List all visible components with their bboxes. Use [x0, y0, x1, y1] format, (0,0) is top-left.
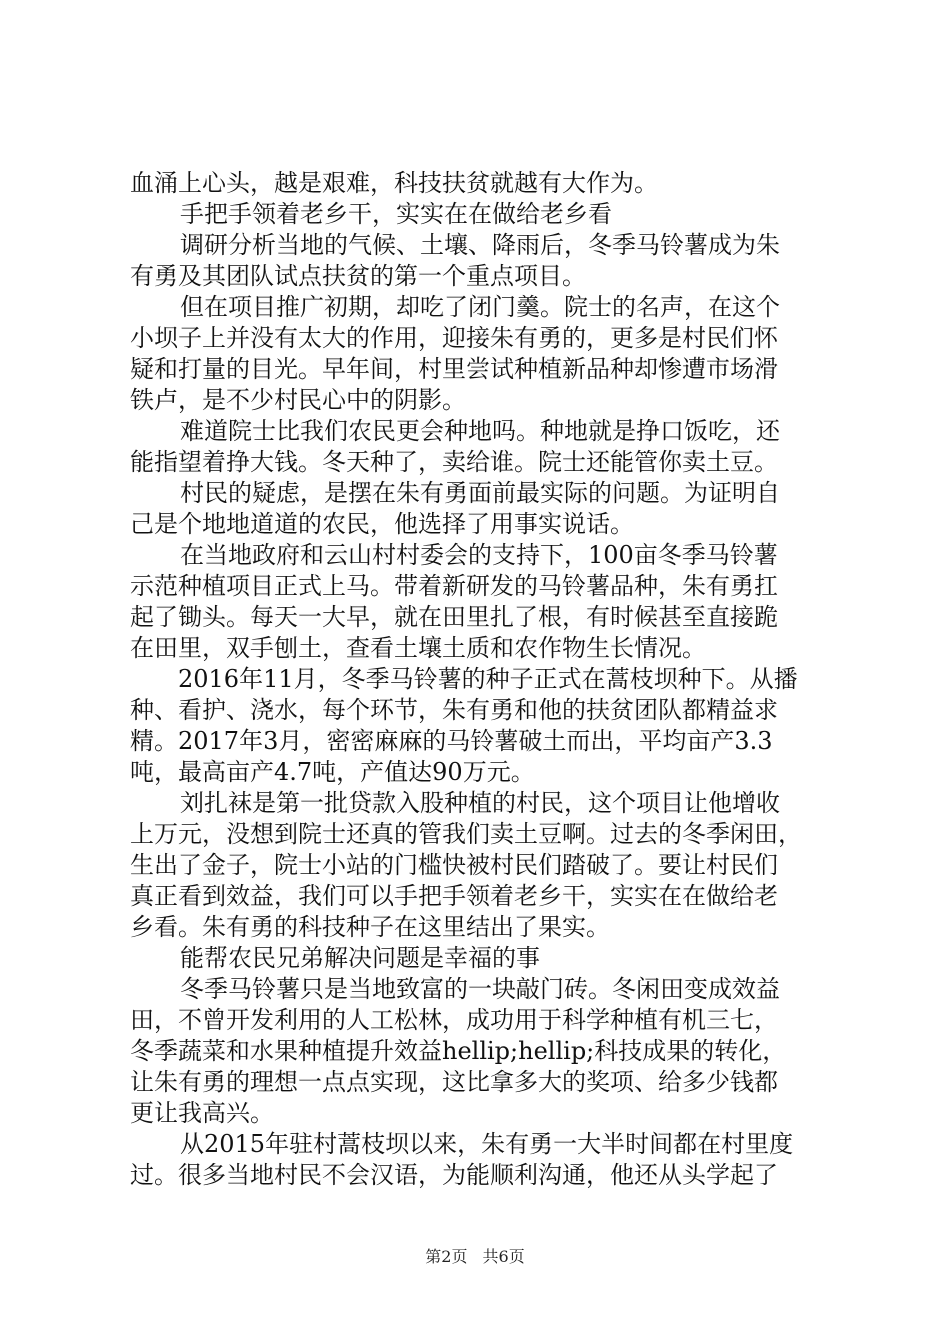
text-line: 示范种植项目正式上马。带着新研发的马铃薯品种，朱有勇扛 [130, 572, 778, 600]
page-footer [0, 1244, 950, 1267]
section-heading: 手把手领着老乡干，实实在在做给老乡看 [180, 200, 612, 228]
text-line: 调研分析当地的气候、土壤、降雨后，冬季马铃薯成为朱 [180, 231, 780, 259]
page-number: 第2页 [425, 1247, 468, 1266]
text-line: 更让我高兴。 [130, 1099, 274, 1127]
text-line: 血涌上心头，越是艰难，科技扶贫就越有大作为。 [130, 169, 658, 197]
text-line: 小坝子上并没有太大的作用，迎接朱有勇的，更多是村民们怀 [130, 324, 778, 352]
text-line: 疑和打量的目光。早年间，村里尝试种植新品种却惨遭市场滑 [130, 355, 778, 383]
text-line: 让朱有勇的理想一点点实现，这比拿多大的奖项、给多少钱都 [130, 1068, 778, 1096]
text-line: 在田里，双手刨土，查看土壤土质和农作物生长情况。 [130, 634, 706, 662]
text-line: 刘扎袜是第一批贷款入股种植的村民，这个项目让他增收 [180, 789, 780, 817]
text-line: 从2015年驻村蒿枝坝以来，朱有勇一大半时间都在村里度 [180, 1130, 794, 1158]
text-line: 起了锄头。每天一大早，就在田里扎了根，有时候甚至直接跪 [130, 603, 778, 631]
text-line: 吨，最高亩产4.7吨，产值达90万元。 [130, 758, 535, 786]
text-line: 生出了金子，院士小站的门槛快被村民们踏破了。要让村民们 [130, 851, 778, 879]
text-line: 有勇及其团队试点扶贫的第一个重点项目。 [130, 262, 586, 290]
text-line: 但在项目推广初期，却吃了闭门羹。院士的名声，在这个 [180, 293, 780, 321]
text-line: 村民的疑虑，是摆在朱有勇面前最实际的问题。为证明自 [180, 479, 780, 507]
page-total: 共6页 [482, 1247, 525, 1266]
text-line: 田，不曾开发利用的人工松林，成功用于科学种植有机三七， [130, 1006, 778, 1034]
text-line: 精。2017年3月，密密麻麻的马铃薯破土而出，平均亩产3.3 [130, 727, 773, 755]
text-line: 上万元，没想到院士还真的管我们卖土豆啊。过去的冬季闲田， [130, 820, 802, 848]
text-line: 过。很多当地村民不会汉语，为能顺利沟通，他还从头学起了 [130, 1161, 778, 1189]
text-line: 真正看到效益，我们可以手把手领着老乡干，实实在在做给老 [130, 882, 778, 910]
text-line: 在当地政府和云山村村委会的支持下，100亩冬季马铃薯 [180, 541, 778, 569]
text-line: 铁卢，是不少村民心中的阴影。 [130, 386, 466, 414]
text-line: 冬季马铃薯只是当地致富的一块敲门砖。冬闲田变成效益 [180, 975, 780, 1003]
text-line: 种、看护、浇水，每个环节，朱有勇和他的扶贫团队都精益求 [130, 696, 778, 724]
article-body [130, 168, 830, 1191]
text-line: 难道院士比我们农民更会种地吗。种地就是挣口饭吃，还 [180, 417, 780, 445]
text-line: 能指望着挣大钱。冬天种了，卖给谁。院士还能管你卖土豆。 [130, 448, 778, 476]
text-line: 己是个地地道道的农民，他选择了用事实说话。 [130, 510, 634, 538]
text-line: 2016年11月，冬季马铃薯的种子正式在蒿枝坝种下。从播 [178, 665, 798, 693]
text-line: 乡看。朱有勇的科技种子在这里结出了果实。 [130, 913, 610, 941]
section-heading: 能帮农民兄弟解决问题是幸福的事 [180, 944, 540, 972]
text-line: 冬季蔬菜和水果种植提升效益hellip;hellip;科技成果的转化， [130, 1037, 787, 1065]
